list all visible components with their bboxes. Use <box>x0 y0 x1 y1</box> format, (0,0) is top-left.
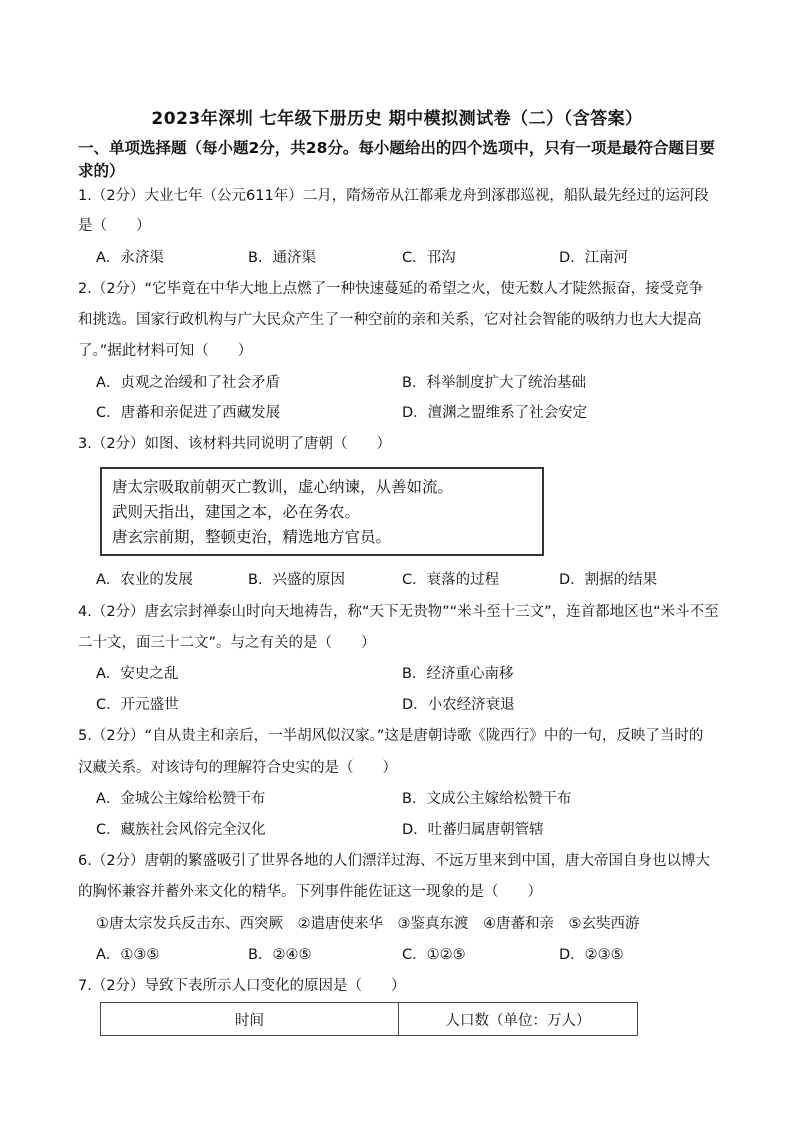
question-3-option-d: D．割据的结果 <box>559 572 658 588</box>
document-title: 2023年深圳 七年级下册历史 期中模拟测试卷（二）（含答案） <box>151 109 643 129</box>
question-6-option-a: A．①③⑤ <box>96 947 160 963</box>
question-4-line-2: 二十文，面三十二文”。与之有关的是（ ） <box>78 635 376 651</box>
table-header-population: 人口数（单位：万人） <box>399 1003 638 1036</box>
section-heading: 一、单项选择题（每小题2分，共28分。每小题给出的四个选项中，只有一项是最符合题目要求的） <box>78 139 715 180</box>
question-2-line-2: 和挑选。国家行政机构与广大民众产生了一种空前的亲和关系，它对社会智能的吸纳力也大大提高 <box>78 312 702 328</box>
question-7-line-1: 7.（2分）导致下表所示人口变化的原因是（ ） <box>78 978 406 994</box>
table-header-row <box>101 1003 638 1036</box>
question-5-option-d: D．吐蕃归属唐朝管辖 <box>402 822 544 838</box>
question-1-line-1: 1.（2分）大业七年（公元611年）二月，隋炀帝从江都乘龙舟到涿郡巡视，船队最先经过的运河段 <box>78 188 709 204</box>
question-5-option-a: A．金城公主嫁给松赞干布 <box>96 791 266 807</box>
question-1-option-a: A．永济渠 <box>96 250 164 266</box>
question-5-line-1: 5.（2分）“自从贵主和亲后，一半胡风似汉家。”这是唐朝诗歌《陇西行》中的一句，反映了当时的 <box>78 728 704 744</box>
question-3-option-a: A．农业的发展 <box>96 572 193 588</box>
question-6-line-1: 6.（2分）唐朝的繁盛吸引了世界各地的人们漂洋过海、不远万里来到中国，唐大帝国自身也以博大 <box>78 853 711 869</box>
question-2-option-b: B．科举制度扩大了统治基础 <box>402 375 586 391</box>
question-4-option-d: D．小农经济衰退 <box>402 697 515 713</box>
question-1-option-b: B．通济渠 <box>248 250 316 266</box>
quote-line-2: 武则天指出，建国之本，必在务农。 <box>112 503 361 521</box>
question-2-option-d: D．澶渊之盟维系了社会安定 <box>402 405 588 421</box>
question-6-line-2: 的胸怀兼容并蓄外来文化的精华。下列事件能佐证这一现象的是（ ） <box>78 884 542 900</box>
question-2-option-a: A．贞观之治缓和了社会矛盾 <box>96 375 280 391</box>
question-5-option-c: C．藏族社会风俗完全汉化 <box>96 822 266 838</box>
question-2-line-1: 2.（2分）“它毕竟在中华大地上点燃了一种快速蔓延的希望之火，使无数人才陡然振奋，接受竞争 <box>78 281 704 297</box>
question-1-option-c: C．邗沟 <box>402 250 456 266</box>
question-6-option-b: B．②④⑤ <box>248 947 312 963</box>
quote-line-1: 唐太宗吸取前朝灭亡教训，虚心纳谏，从善如流。 <box>112 478 454 496</box>
question-6-option-c: C．①②⑤ <box>402 947 466 963</box>
population-table <box>100 1002 638 1036</box>
question-6-items: ①唐太宗发兵反击东、西突厥 ②遣唐使来华 ③鉴真东渡 ④唐蕃和亲 ⑤玄奘西游 <box>96 916 640 932</box>
question-6-option-d: D．②③⑤ <box>559 947 624 963</box>
question-4-option-c: C．开元盛世 <box>96 697 179 713</box>
question-5-option-b: B．文成公主嫁给松赞干布 <box>402 791 572 807</box>
question-1-line-2: 是（ ） <box>78 218 151 234</box>
question-4-option-b: B．经济重心南移 <box>402 666 514 682</box>
question-3-option-c: C．衰落的过程 <box>402 572 500 588</box>
question-2-line-3: 了。”据此材料可知（ ） <box>78 343 253 359</box>
question-4-line-1: 4.（2分）唐玄宗封禅泰山时向天地祷告，称“天下无贵物”“米斗至十三文”，连首都地区也“米斗不至 <box>78 604 719 620</box>
quote-line-3: 唐玄宗前期，整顿吏治，精选地方官员。 <box>112 528 392 546</box>
question-2-option-c: C．唐蕃和亲促进了西藏发展 <box>96 405 281 421</box>
question-5-line-2: 汉藏关系。对该诗句的理解符合史实的是（ ） <box>78 760 397 776</box>
question-3-option-b: B．兴盛的原因 <box>248 572 345 588</box>
question-3-line-1: 3.（2分）如图、该材料共同说明了唐朝（ ） <box>78 436 392 452</box>
question-3-quote-box <box>100 467 544 556</box>
question-1-option-d: D．江南河 <box>559 250 629 266</box>
table-header-time: 时间 <box>101 1003 399 1036</box>
question-4-option-a: A．安史之乱 <box>96 666 179 682</box>
